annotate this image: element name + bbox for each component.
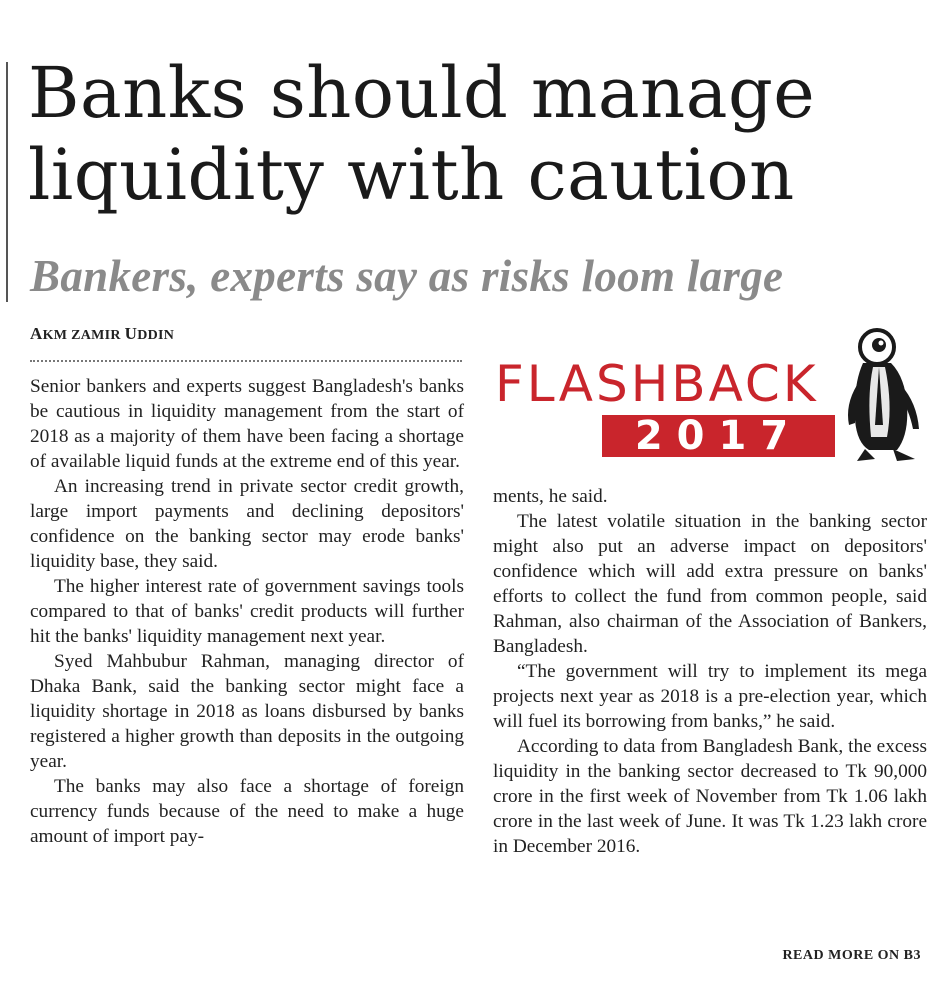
paragraph: The banks may also face a shortage of foreign currency funds because of the need to make a huge amount of import pay- (30, 776, 464, 847)
paragraph: Senior bankers and experts suggest Bangladesh's banks be cautious in liquidity management from the start of 2018 as a majority of them have been facing a shortage of available liquid funds at the extreme end of this year. (30, 376, 464, 472)
article-column-2 (493, 484, 927, 859)
paragraph: ments, he said. (493, 486, 608, 507)
paragraph: The latest volatile situation in the banking sector might also put an adverse impact on depositors' confidence which will add extra pressure on banks' efforts to collect the fund from common people, said Rahman, also chairman of the Association of Bankers, Bangladesh. (493, 511, 927, 657)
byline-divider (30, 360, 462, 362)
headline: Banks should manage liquidity with caution (28, 52, 816, 216)
column-rule (6, 62, 8, 302)
paragraph: According to data from Bangladesh Bank, the excess liquidity in the banking sector decreased to Tk 90,000 crore in the first week of November from Tk 1.06 lakh crore in the last week of June. It was Tk 1.23 lakh crore in December 2016. (493, 736, 927, 857)
read-more-link[interactable]: READ MORE ON B3 (782, 948, 921, 963)
paragraph: An increasing trend in private sector credit growth, large import payments and declining depositors' confidence on the banking sector may erode banks' liquidity base, they said. (30, 476, 464, 572)
byline: AKM ZAMIR UDDIN (30, 324, 175, 343)
subheadline: Bankers, experts say as risks loom large (30, 251, 784, 301)
paragraph: Syed Mahbubur Rahman, managing director of Dhaka Bank, said the banking sector might face a liquidity shortage in 2018 as loans disbursed by banks registered a higher growth than deposits in the outgoing year. (30, 651, 464, 772)
flashback-year: 2017 (602, 415, 835, 457)
article-column-1 (30, 374, 464, 849)
flashback-logo (490, 335, 930, 465)
paragraph: The higher interest rate of government savings tools compared to that of banks' credit products will further hit the banks' liquidity management next year. (30, 576, 464, 647)
paragraph: “The government will try to implement its mega projects next year as 2018 is a pre-election year, which will fuel its borrowing from banks,” he said. (493, 661, 927, 732)
flashback-word: FLASHBACK (495, 355, 819, 413)
penguin-mascot-icon (835, 325, 935, 465)
